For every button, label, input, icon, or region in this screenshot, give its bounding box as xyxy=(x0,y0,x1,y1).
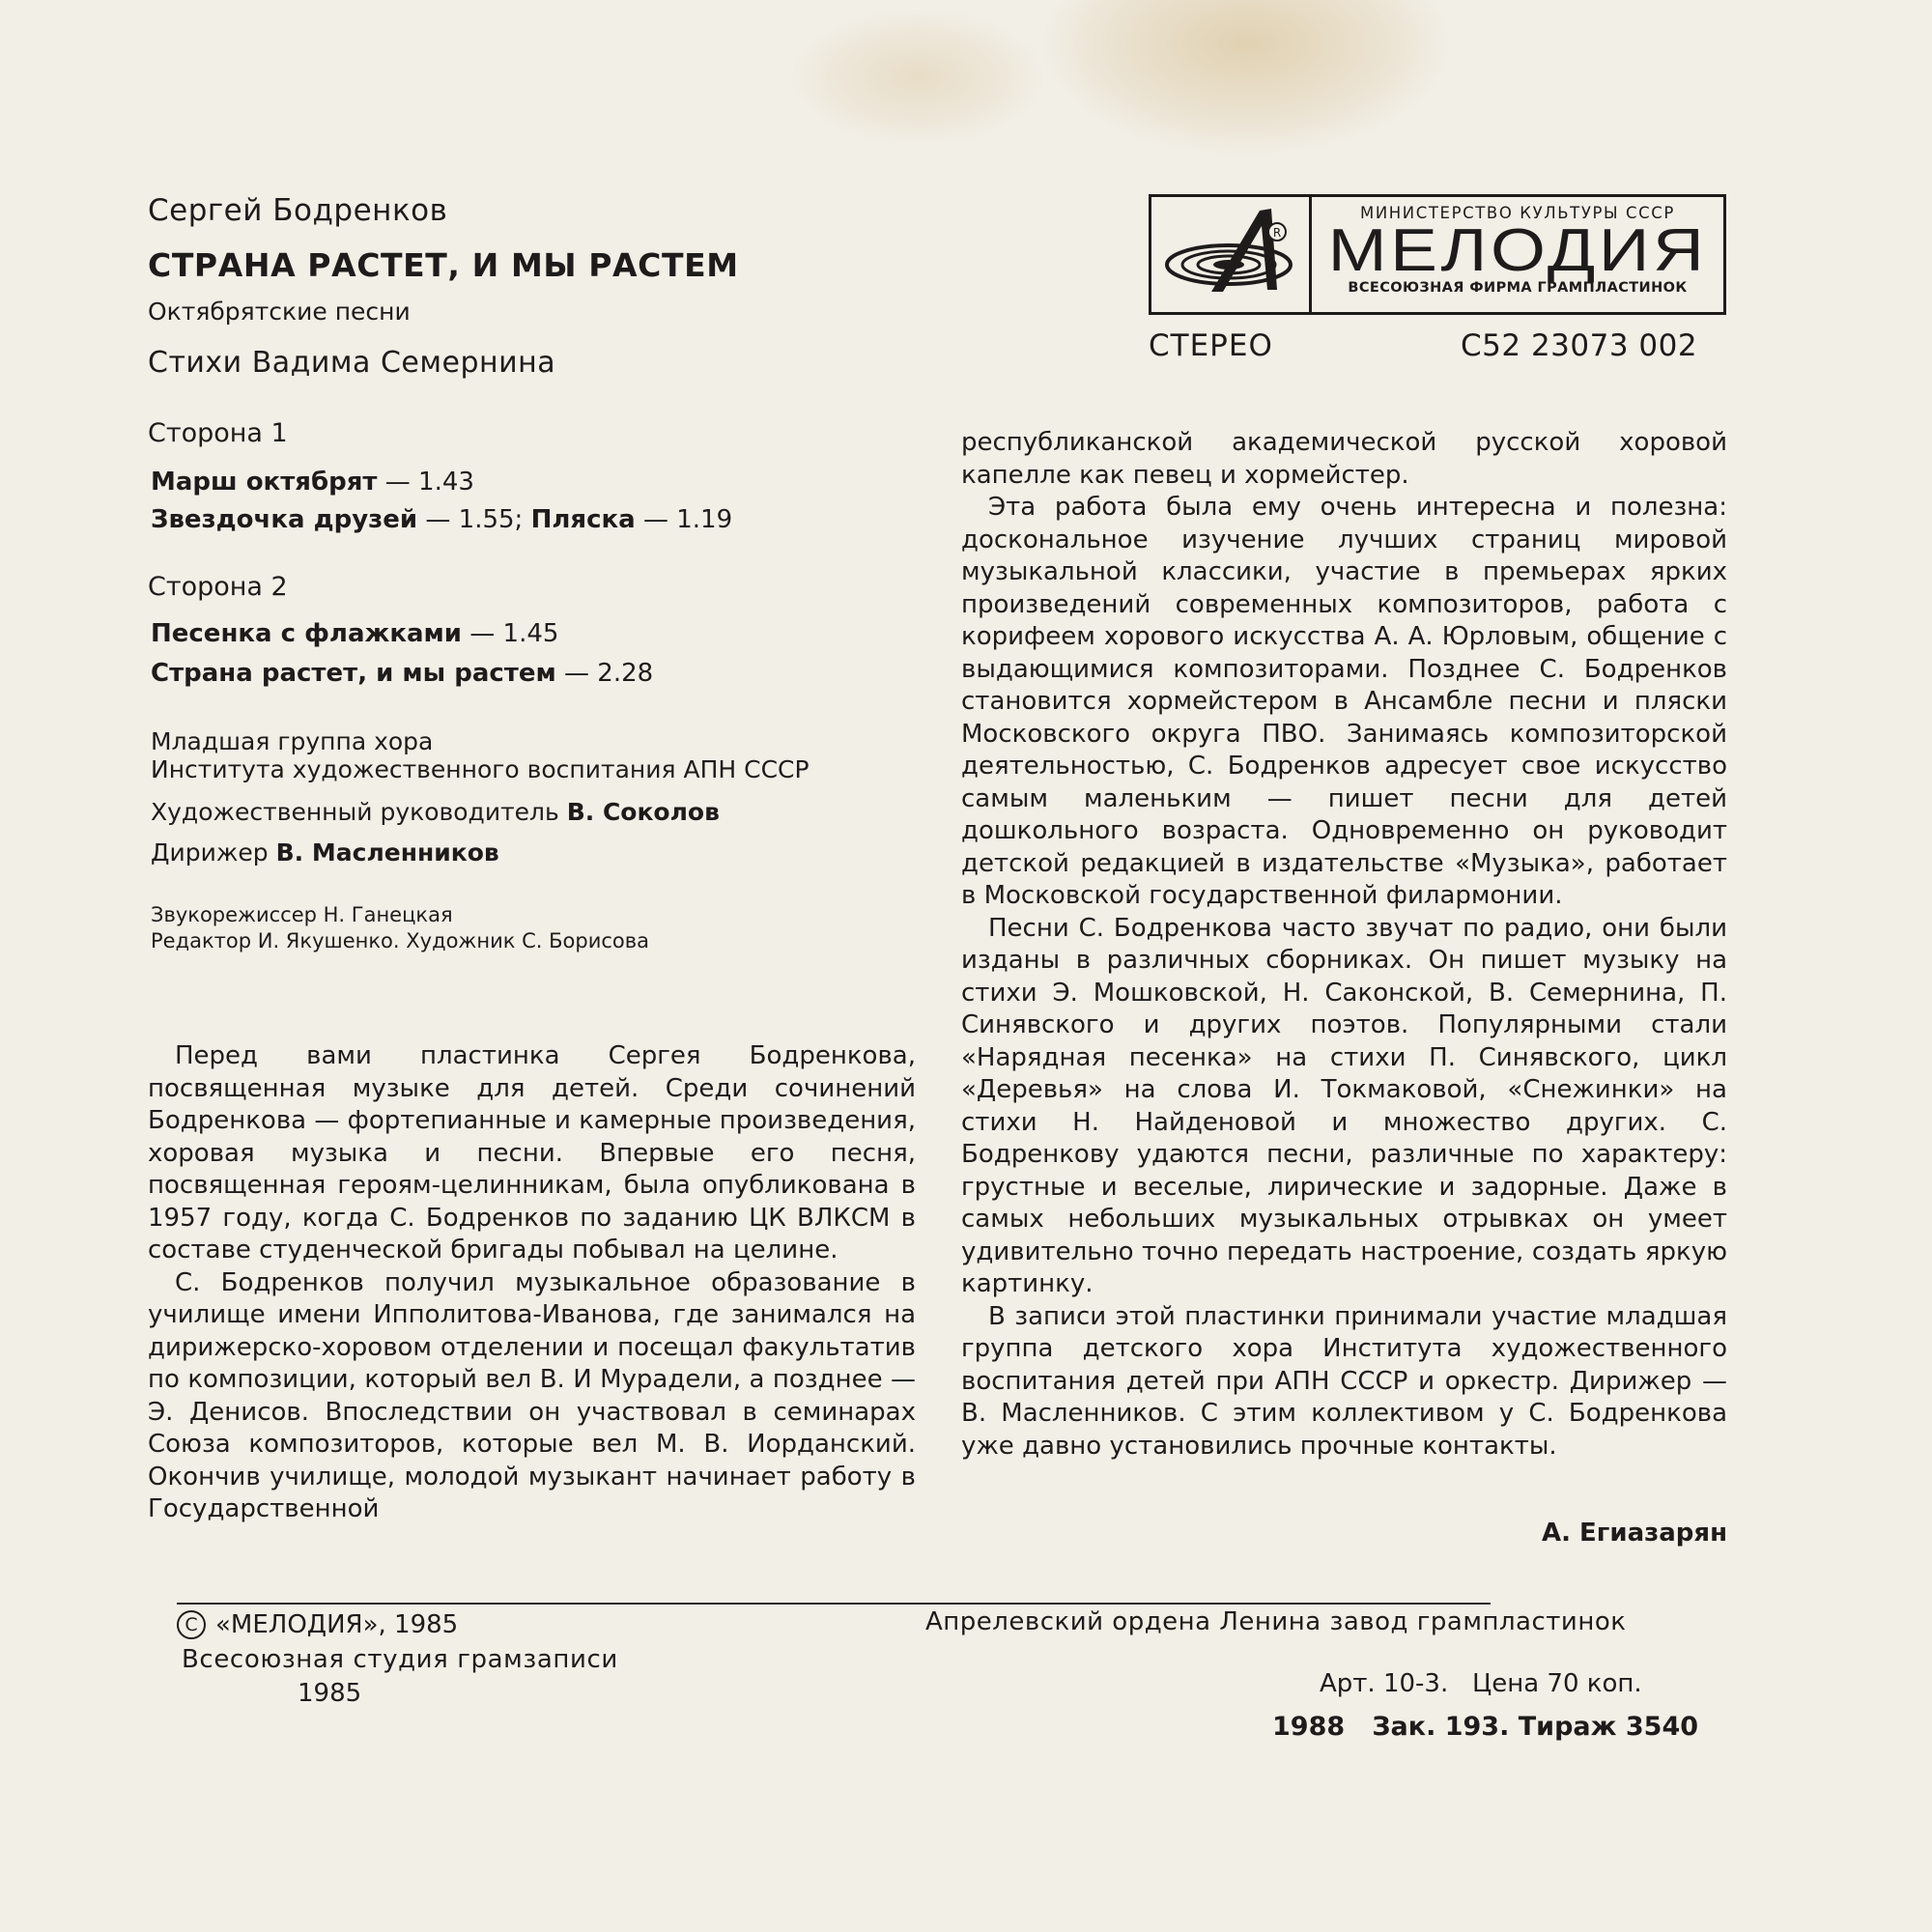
track-title: Пляска xyxy=(530,505,636,534)
track-title: Песенка с флажками xyxy=(151,619,463,648)
paper-stain xyxy=(792,10,1043,145)
track-title: Страна растет, и мы растем xyxy=(151,659,556,688)
paragraph: Эта работа была ему очень интересна и полезна: доскональное изучение лучших страниц мировой музыкальной классики, участие в премьерах ярких произведений современных композиторов, работа с корифеем хорового искусства А. А. Юрловым, общение с выдающимися композиторами. Позднее С. Бодренков становится хормейстером в Ансамбле песни и пляски Московского округа ПВО. Занимаясь композиторской деятельностью, С. Бодренков адресует свое искусство самым маленьким — пишет песни для детей дошкольного возраста. Одновременно он руководит детской редакцией в издательстве «Музыка», работает в Московской государственной филармонии. xyxy=(961,493,1727,910)
footer-divider xyxy=(177,1603,1491,1605)
artistic-director: Художественный руководитель В. Соколов xyxy=(151,798,720,826)
svg-text:R: R xyxy=(1272,226,1282,240)
paragraph: Перед вами пластинка Сергея Бодренкова, посвященная музыке для детей. Среди сочинений Бодренкова — фортепианные и камерные произведения, хоровая музыка и песни. Впервые его песня, посвященная героям-целинникам, была опубликована в 1957 году, когда С. Бодренков по заданию ЦК ВЛКСМ в составе студенческой бригады побывал на целине. xyxy=(148,1041,916,1264)
side1-heading: Сторона 1 xyxy=(148,418,288,448)
melodiya-logo xyxy=(1149,194,1726,315)
paragraph: республиканской академической русской хоровой капелле как певец и хормейстер. xyxy=(961,428,1727,490)
choir-line1: Младшая группа хора xyxy=(151,727,434,755)
recording-studio: Всесоюзная студия грамзаписи xyxy=(182,1645,618,1674)
sound-engineer: Звукорежиссер Н. Ганецкая xyxy=(151,903,453,926)
track-duration: — 1.19 xyxy=(635,505,733,534)
side1-track1 xyxy=(151,468,474,497)
article-price: Арт. 10-3. Цена 70 коп. xyxy=(1320,1669,1642,1698)
track-duration: — 1.55; xyxy=(417,505,531,534)
paragraph: С. Бодренков получил музыкальное образование в училище имени Ипполитова-Иванова, где занимался на дирижерско-хоровом отделении и посещал факультатив по композиции, который вел В. И Мурадели, а позднее — Э. Денисов. Впоследствии он участвовал в семинарах Союза композиторов, которые вел М. В. Иорданский. Окончив училище, молодой музыкант начинает работу в Государственной xyxy=(148,1267,916,1523)
stereo-label: СТЕРЕО xyxy=(1149,328,1273,363)
side2-heading: Сторона 2 xyxy=(148,572,288,602)
print-info: 1988 Зак. 193. Тираж 3540 xyxy=(1272,1712,1699,1742)
side1-track2 xyxy=(151,505,732,534)
conductor: Дирижер В. Масленников xyxy=(151,838,499,867)
annotation-left-column xyxy=(148,1040,916,1526)
editor-artist: Редактор И. Якушенко. Художник С. Борисова xyxy=(151,929,649,952)
side2-track1 xyxy=(151,619,558,648)
side2-track2 xyxy=(151,659,653,688)
copyright-icon: С xyxy=(177,1610,206,1639)
paragraph: В записи этой пластинки принимали участие младшая группа детского хора Института художественного воспитания детей при АПН СССР и оркестр. Дирижер — В. Масленников. С этим коллективом у С. Бодренкова уже давно установились прочные контакты. xyxy=(961,1301,1727,1461)
studio-year: 1985 xyxy=(298,1679,362,1708)
track-duration: — 1.45 xyxy=(462,619,559,648)
logo-brand: МЕЛОДИЯ xyxy=(1327,217,1708,284)
album-title: СТРАНА РАСТЕТ, И МЫ РАСТЕМ xyxy=(148,246,739,284)
composer-name: Сергей Бодренков xyxy=(148,193,448,228)
choir-line2: Института художественного воспитания АПН СССР xyxy=(151,755,810,783)
annotation-right-column xyxy=(961,427,1727,1463)
pressing-plant: Апрелевский ордена Ленина завод грампластинок xyxy=(925,1607,1627,1636)
copyright: С «МЕЛОДИЯ», 1985 xyxy=(177,1610,458,1639)
logo-firm: ВСЕСОЮЗНАЯ ФИРМА ГРАМПЛАСТИНОК xyxy=(1348,280,1688,296)
author-signature: А. Егиазарян xyxy=(1542,1519,1728,1548)
track-title: Марш октябрят xyxy=(151,468,378,497)
paragraph: Песни С. Бодренкова часто звучат по радио, они были изданы в различных сборниках. Он пишет музыку на стихи Э. Мошковской, Н. Саконской, В. Семернина, П. Синявского и других поэтов. Популярными стали «Нарядная песенка» на стихи П. Синявского, цикл «Деревья» на слова И. Токмаковой, «Снежинки» на стихи Н. Найденовой и множество других. С. Бодренкову удаются песни, различные по характеру: грустные и веселые, лирические и задорные. Даже в самых небольших музыкальных отрывках он умеет удивительно точно передать настроение, создать яркую картинку. xyxy=(961,913,1727,1298)
track-duration: — 1.43 xyxy=(377,468,474,497)
logo-ministry: МИНИСТЕРСТВО КУЛЬТУРЫ СССР xyxy=(1360,204,1675,222)
lyrics-credit: Стихи Вадима Семернина xyxy=(148,346,556,380)
track-title: Звездочка друзей xyxy=(151,505,418,534)
album-subtitle: Октябрятские песни xyxy=(148,298,411,326)
catalog-number: С52 23073 002 xyxy=(1461,328,1698,363)
paper-stain xyxy=(1043,0,1449,155)
track-duration: — 2.28 xyxy=(555,659,654,688)
